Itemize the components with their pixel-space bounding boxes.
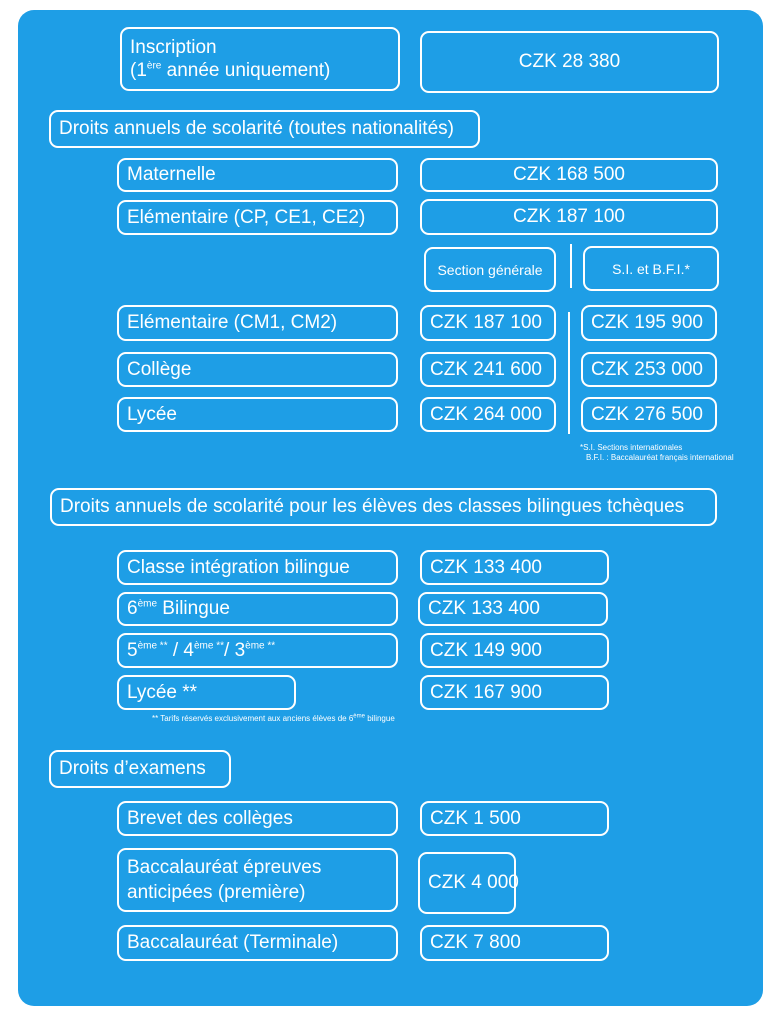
bac-anticipe-line2: anticipées (première) — [127, 882, 306, 903]
lycee-bilingue-label: Lycée ** — [127, 681, 198, 703]
inscription-price-box — [420, 31, 719, 93]
brevet-label: Brevet des collèges — [127, 807, 293, 829]
elementaire-cm-si-price-box — [581, 305, 717, 341]
column-divider — [568, 312, 570, 434]
elementaire-cm-label: Elémentaire (CM1, CM2) — [127, 312, 338, 333]
lycee-si-price: CZK 276 500 — [591, 403, 703, 425]
si-bfi-header-box — [583, 246, 719, 291]
cinq-quatre-trois-label: $5^{ème **} / 4^{ème **}/$ $3^{ème **}$ — [127, 639, 276, 661]
cinq-quatre-trois-price-box — [420, 633, 609, 668]
sixieme-price-box — [418, 592, 608, 626]
elementaire-cm-general-price-box — [420, 305, 556, 341]
bac-terminale-label: Baccalauréat (Terminale) — [127, 932, 339, 953]
sixieme-price: CZK 133 400 — [428, 598, 540, 619]
bac-anticipe-line1: Baccalauréat épreuves — [127, 857, 322, 878]
elementaire-cp-label: Elémentaire (CP, CE1, CE2) — [127, 206, 366, 228]
lycee-label-box — [117, 397, 398, 432]
cinq-quatre-trois-label-box — [117, 633, 398, 668]
section3-title: Droits d’examens — [59, 758, 206, 779]
elementaire-cm-si-price: CZK 195 900 — [591, 312, 703, 333]
si-footnote-line2: B.F.I. : Baccalauréat français international — [586, 453, 734, 462]
elementaire-cp-price: CZK 187 100 — [513, 206, 625, 227]
si-bfi-header: S.I. et B.F.I.* — [612, 260, 690, 277]
classe-integration-price: CZK 133 400 — [430, 556, 542, 578]
bac-terminale-price-box — [420, 925, 609, 961]
elementaire-cm-label-box — [117, 305, 398, 341]
inscription-label-box — [120, 27, 400, 91]
brevet-price-box — [420, 801, 609, 836]
cinq-quatre-trois-price: CZK 149 900 — [430, 639, 542, 661]
header-divider — [570, 244, 572, 288]
lycee-label: Lycée — [127, 403, 177, 425]
section3-title-box — [49, 750, 231, 788]
maternelle-label: Maternelle — [127, 164, 216, 185]
lycee-bilingue-price-box — [420, 675, 609, 710]
lycee-general-price: CZK 264 000 — [430, 403, 542, 425]
brevet-price: CZK 1 500 — [430, 807, 521, 829]
inscription-price: CZK 28 380 — [518, 51, 621, 72]
inscription-line2: (1ère année uniquement) — [130, 60, 331, 81]
bac-terminale-label-box — [117, 925, 398, 961]
college-general-price-box — [420, 352, 556, 387]
college-si-price-box — [581, 352, 717, 387]
bac-anticipe-label-box — [117, 848, 398, 912]
section2-title-box — [50, 488, 717, 526]
classe-integration-label-box — [117, 550, 398, 585]
maternelle-price-box — [420, 158, 718, 192]
college-general-price: CZK 241 600 — [430, 358, 542, 380]
si-footnote-line1: *S.I. Sections internationales — [580, 443, 683, 452]
bilingue-footnote: ** Tarifs réservés exclusivement aux anciens élèves de 6ème bilingue — [152, 713, 395, 723]
si-footnote — [580, 443, 734, 463]
section-generale-header: Section générale — [437, 261, 543, 278]
lycee-bilingue-label-box — [117, 675, 296, 710]
lycee-general-price-box — [420, 397, 556, 432]
elementaire-cp-label-box — [117, 200, 398, 235]
bac-anticipe-price: CZK 4 000 — [428, 872, 519, 893]
bac-terminale-price: CZK 7 800 — [430, 932, 521, 953]
bac-anticipe-price-box — [418, 852, 519, 914]
sixieme-label: 6ème Bilingue — [127, 598, 230, 619]
brevet-label-box — [117, 801, 398, 836]
section2-title: Droits annuels de scolarité pour les élèves des classes bilingues tchèques — [60, 496, 685, 517]
sixieme-label-box — [117, 592, 398, 626]
lycee-si-price-box — [581, 397, 717, 432]
section-generale-header-box — [424, 247, 556, 292]
college-si-price: CZK 253 000 — [591, 358, 703, 380]
section1-title: Droits annuels de scolarité (toutes nationalités) — [59, 118, 454, 139]
inscription-line1: Inscription — [130, 37, 217, 58]
classe-integration-price-box — [420, 550, 609, 585]
maternelle-label-box — [117, 158, 398, 192]
college-label-box — [117, 352, 398, 387]
classe-integration-label: Classe intégration bilingue — [127, 556, 350, 578]
section1-title-box — [49, 110, 480, 148]
lycee-bilingue-price: CZK 167 900 — [430, 681, 542, 703]
college-label: Collège — [127, 358, 192, 380]
elementaire-cp-price-box — [420, 199, 718, 235]
elementaire-cm-general-price: CZK 187 100 — [430, 312, 542, 333]
maternelle-price: CZK 168 500 — [513, 164, 625, 185]
